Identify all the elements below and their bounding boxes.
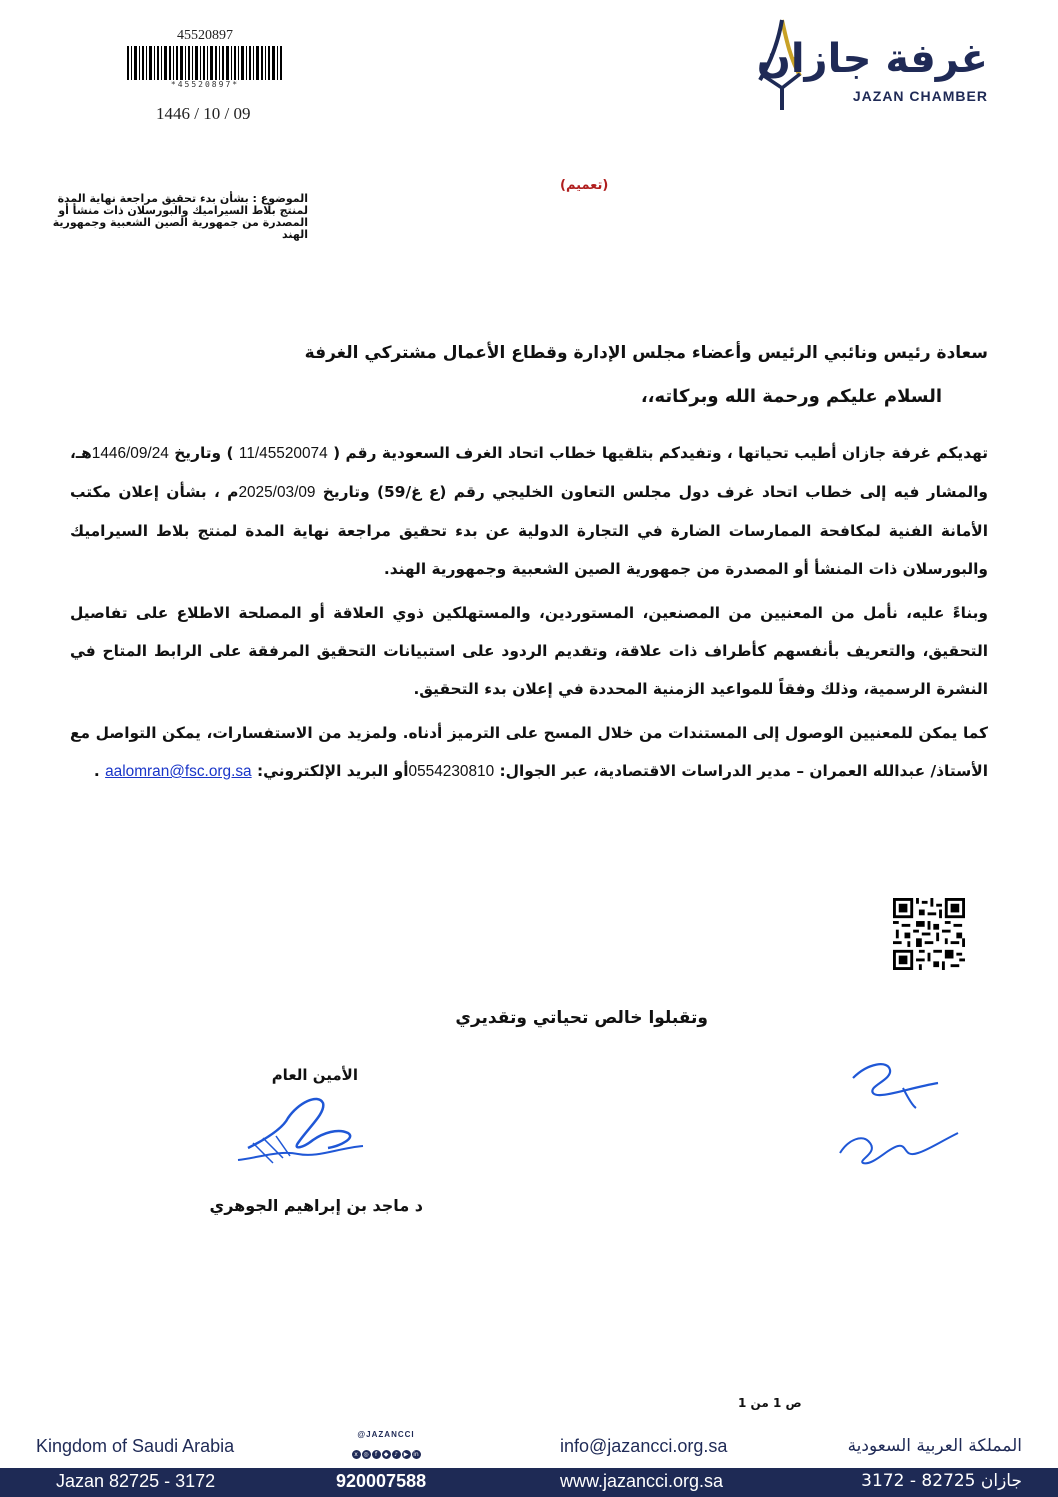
footer-bar [0,1468,1058,1497]
facebook-icon[interactable]: f [372,1450,381,1459]
chamber-logo [720,18,1020,113]
paragraph-3-part-2: أو البريد الإلكتروني: [256,762,409,780]
subject-line: الموضوع : بشأن بدء تحقيق مراجعة نهاية المدة لمنتج بلاط السيراميك والبورسلان ذات منشأ أو المصدرة من جمهورية الصين الشعبية وجمهورية الهند [52,192,308,241]
contact-phone: 0554230810 [408,763,495,780]
youtube-icon[interactable]: ▶ [402,1450,411,1459]
barcode-number: 45520897 [177,28,233,43]
social-handle: @JAZANCCI [357,1430,415,1439]
footer-address-arabic: جازان 82725 - 3172 [861,1471,1022,1491]
logo-arabic-text: غرفة جازان [756,36,988,82]
tiktok-icon[interactable]: ♪ [392,1450,401,1459]
signature-icon [228,1088,378,1178]
page-number: ص 1 من 1 [738,1396,802,1410]
paragraph-1-part-2: ) وتاريخ [174,444,234,462]
contact-email-link[interactable]: aalomran@fsc.org.sa [105,763,252,780]
paragraph-3 [70,714,988,791]
instagram-icon[interactable]: ◎ [363,1451,369,1458]
header-date: 1446 / 10 / 09 [156,104,251,123]
paragraph-3-part-3: . [93,762,100,780]
signer-name: د ماجد بن إبراهيم الجوهري [209,1196,423,1215]
footer-country-arabic: المملكة العربية السعودية [847,1436,1022,1456]
paragraph-3-part-1: كما يمكن للمعنيين الوصول إلى المستندات من خلال المسح على الترميز أدناه. ولمزيد من الاستفسارات، يمكن التواصل مع الأستاذ/ عبدالله العمران – مدير الدراسات الاقتصادية، عبر الجوال: [70,724,988,780]
paragraph-2: وبناءً عليه، نأمل من المعنيين من المصنعين، المستوردين، والمستهلكين ذوي العلاقة أو المصلحة الاطلاع على تفاصيل التحقيق، والتعريف بأنفسهم كأطراف ذات علاقة، وتقديم الردود على استبيانات التحقيق المرفقة على الرابط المتاح في النشرة الرسمية، وذلك وفقاً للمواعيد الزمنية المحددة في إعلان بدء التحقيق. [70,604,988,698]
gregorian-date: 2025/03/09 [238,484,316,501]
footer-country-english: Kingdom of Saudi Arabia [36,1436,235,1456]
signer-title: الأمين العام [271,1066,358,1084]
footer-contact-row [0,1428,1058,1468]
salutation: سعادة رئيس ونائبي الرئيس وأعضاء مجلس الإدارة وقطاع الأعمال مشتركي الغرفة [304,343,988,363]
qr-code-icon[interactable] [893,898,965,970]
letter-body [70,340,988,791]
social-media-block [336,1430,436,1460]
logo-english-text: JAZAN CHAMBER [852,88,988,104]
greeting: السلام عليكم ورحمة الله وبركاته،، [640,386,942,407]
paragraph-1-part-3: هـ، والمشار فيه إلى خطاب اتحاد غرف دول مجلس التعاون الخليجي رقم (ع غ/59) وتاريخ [70,444,989,501]
linkedin-icon[interactable]: in [413,1451,419,1458]
social-icons [336,1441,436,1460]
reference-number: 11/45520074 [238,445,328,462]
closing-line: وتقبلوا خالص تحياتي وتقديري [455,1008,708,1028]
snapchat-icon[interactable]: ◆ [382,1450,391,1459]
x-icon[interactable]: x [352,1450,361,1459]
footer-phone[interactable]: 920007588 [336,1471,427,1491]
hijri-date: 1446/09/24 [91,445,169,462]
paragraph-1-part-4: م ، بشأن إعلان مكتب الأمانة الفنية لمكافحة الممارسات الضارة في التجارة الدولية عن بدء تحقيق مراجعة نهاية المدة لمنتج بلاط السيراميك والبورسلان ذات المنشأ أو المصدرة من جمهورية الصين الشعبية وجمهورية الهند. [70,483,988,578]
footer-email[interactable]: info@jazancci.org.sa [560,1436,728,1456]
footer-website[interactable]: www.jazancci.org.sa [560,1471,724,1491]
barcode-icon [125,46,285,80]
barcode-caption: *45520897* [170,80,240,89]
paragraph-1 [70,434,988,588]
initials-signature-icon [828,1048,968,1178]
circular-tag: (تعميم) [560,178,609,193]
footer-address-english: Jazan 82725 - 3172 [56,1471,216,1491]
paragraph-1-part-1: تهديكم غرفة جازان أطيب تحياتها ، وتفيدكم بتلقيها خطاب اتحاد الغرف السعودية رقم ( [333,444,989,462]
barcode [120,28,290,89]
